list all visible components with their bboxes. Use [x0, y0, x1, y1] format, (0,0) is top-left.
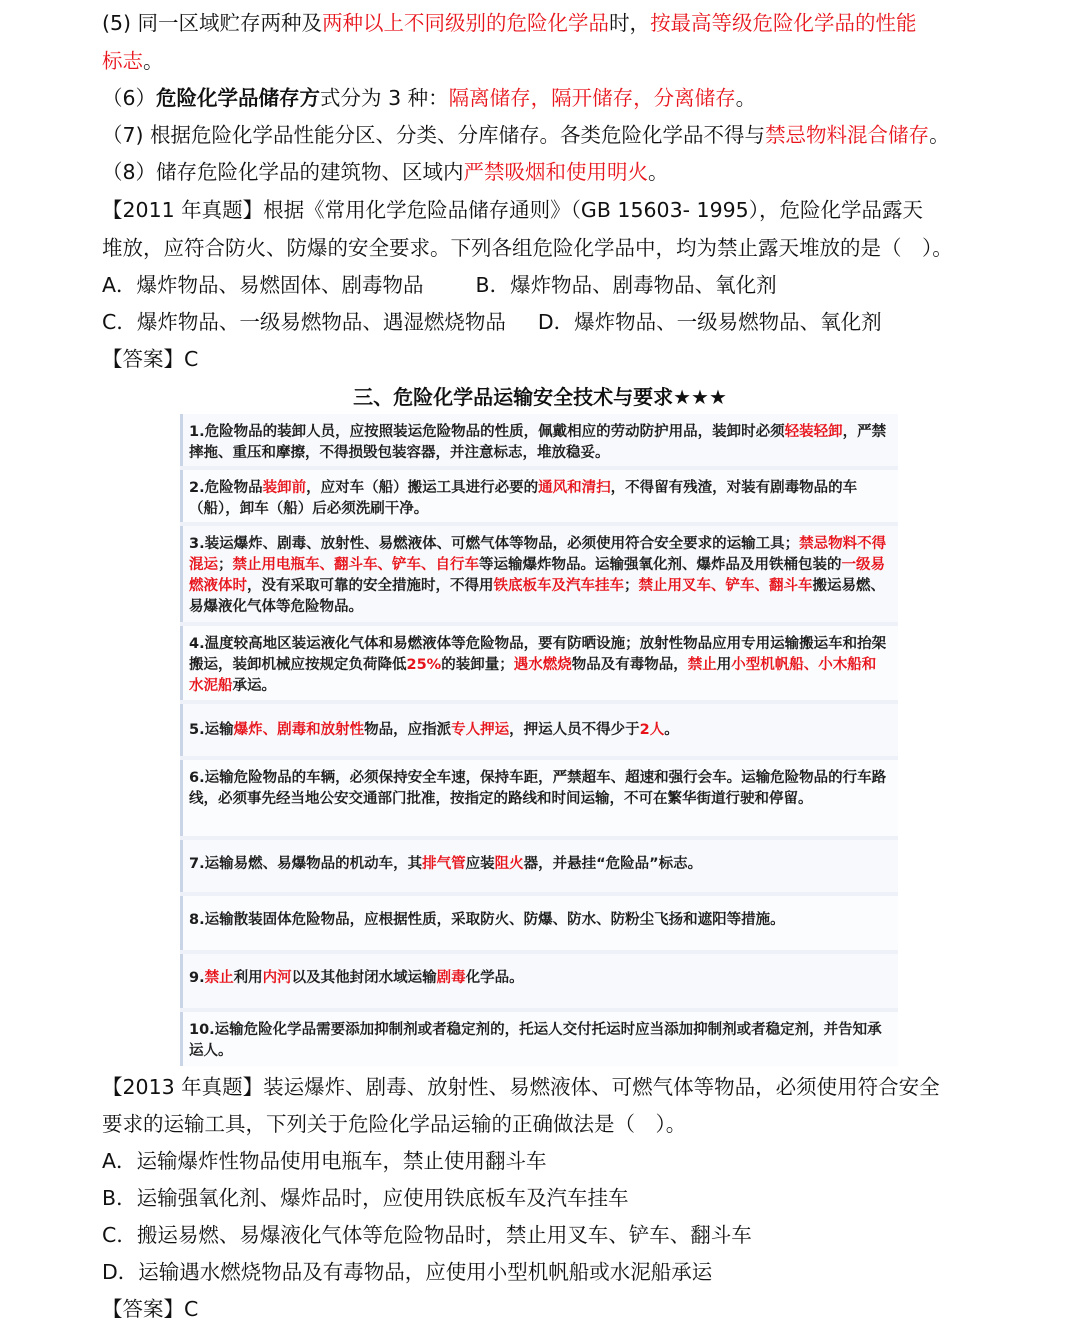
question-2013-option-d: D．运输遇水燃烧物品及有毒物品，应使用小型机帆船或水泥船承运: [102, 1260, 713, 1284]
rule-10: 10.运输危险化学品需要添加抑制剂或者稳定剂的，托运人交付托运时应当添加抑制剂或者稳定剂，并告知承运人。: [180, 1012, 898, 1066]
rule-3: 3.装运爆炸、剧毒、放射性、易燃液体、可燃气体等物品，必须使用符合安全要求的运输工具；禁忌物料不得混运；禁止用电瓶车、翻斗车、铲车、自行车等运输爆炸物品。运输强氧化剂、爆炸品及用铁桶包装的一级易燃液体时，没有采取可靠的安全措施时，不得用铁底板车及汽车挂车；禁止用叉车、铲车、翻斗车搬运易燃、易爆液化气体等危险物品。: [180, 526, 898, 622]
question-2013-stem-1: 【2013 年真题】装运爆炸、剧毒、放射性、易燃液体、可燃气体等物品，必须使用符合安全: [102, 1075, 940, 1099]
question-2013-option-a: A．运输爆炸性物品使用电瓶车，禁止使用翻斗车: [102, 1149, 547, 1173]
paragraph-5-cont: 标志。: [102, 49, 164, 73]
rule-8: 8.运输散装固体危险物品，应根据性质，采取防火、防爆、防水、防粉尘飞扬和遮阳等措施。: [180, 896, 898, 950]
rule-7: 7.运输易燃、易爆物品的机动车，其排气管应装阻火器，并悬挂“危险品”标志。: [180, 840, 898, 892]
section-title: 三、危险化学品运输安全技术与要求★★★: [353, 385, 727, 409]
paragraph-6: （6）危险化学品储存方式分为 3 种：隔离储存，隔开储存，分离储存。: [102, 86, 757, 110]
question-2013-option-c: C．搬运易燃、易爆液化气体等危险物品时，禁止用叉车、铲车、翻斗车: [102, 1223, 752, 1247]
rule-9: 9.禁止利用内河以及其他封闭水域运输剧毒化学品。: [180, 954, 898, 1008]
paragraph-8: （8）储存危险化学品的建筑物、区域内严禁吸烟和使用明火。: [102, 160, 669, 184]
question-2011-stem-1: 【2011 年真题】根据《常用化学危险品储存通则》（GB 15603- 1995），危险化学品露天: [102, 198, 923, 222]
option-c: C．爆炸物品、一级易燃物品、遇湿燃烧物品: [102, 310, 506, 334]
rule-5: 5.运输爆炸、剧毒和放射性物品，应指派专人押运，押运人员不得少于2人。: [180, 704, 898, 756]
rule-4: 4.温度较高地区装运液化气体和易燃液体等危险物品，要有防晒设施；放射性物品应用专用运输搬运车和抬架搬运，装卸机械应按规定负荷降低25%的装卸量；遇水燃烧物品及有毒物品，禁止用小型机帆船、小木船和水泥船承运。: [180, 626, 898, 700]
paragraph-7: （7) 根据危险化学品性能分区、分类、分库储存。各类危险化学品不得与禁忌物料混合储存。: [102, 123, 950, 147]
question-2011-stem-2: 堆放，应符合防火、防爆的安全要求。下列各组危险化学品中，均为禁止露天堆放的是（ ）。: [102, 236, 953, 260]
rule-1: 1.危险物品的装卸人员，应按照装运危险物品的性质，佩戴相应的劳动防护用品，装卸时必须轻装轻卸，严禁摔拖、重压和摩擦，不得损毁包装容器，并注意标志，堆放稳妥。: [180, 414, 898, 466]
option-a: A．爆炸物品、易燃固体、剧毒物品: [102, 273, 424, 297]
question-2013-option-b: B．运输强氧化剂、爆炸品时，应使用铁底板车及汽车挂车: [102, 1186, 629, 1210]
transport-rules-panel: [180, 414, 898, 1066]
question-2013-answer: 【答案】C: [102, 1297, 199, 1321]
option-d: D．爆炸物品、一级易燃物品、氧化剂: [537, 310, 882, 334]
option-b: B．爆炸物品、剧毒物品、氧化剂: [475, 273, 777, 297]
question-2011-answer: 【答案】C: [102, 347, 199, 371]
question-2011-options-ab: [102, 271, 1002, 299]
question-2013-stem-2: 要求的运输工具，下列关于危险化学品运输的正确做法是（ ）。: [102, 1112, 687, 1136]
question-2011-options-cd: [102, 308, 1002, 336]
rule-2: 2.危险物品装卸前，应对车（船）搬运工具进行必要的通风和清扫，不得留有残渣，对装有剧毒物品的车（船），卸车（船）后必须洗刷干净。: [180, 470, 898, 522]
rule-6: 6.运输危险物品的车辆，必须保持安全车速，保持车距，严禁超车、超速和强行会车。运输危险物品的行车路线，必须事先经当地公安交通部门批准，按指定的路线和时间运输，不可在繁华街道行驶和停留。: [180, 760, 898, 836]
paragraph-5: (5) 同一区域贮存两种及两种以上不同级别的危险化学品时，按最高等级危险化学品的性能: [102, 11, 917, 35]
